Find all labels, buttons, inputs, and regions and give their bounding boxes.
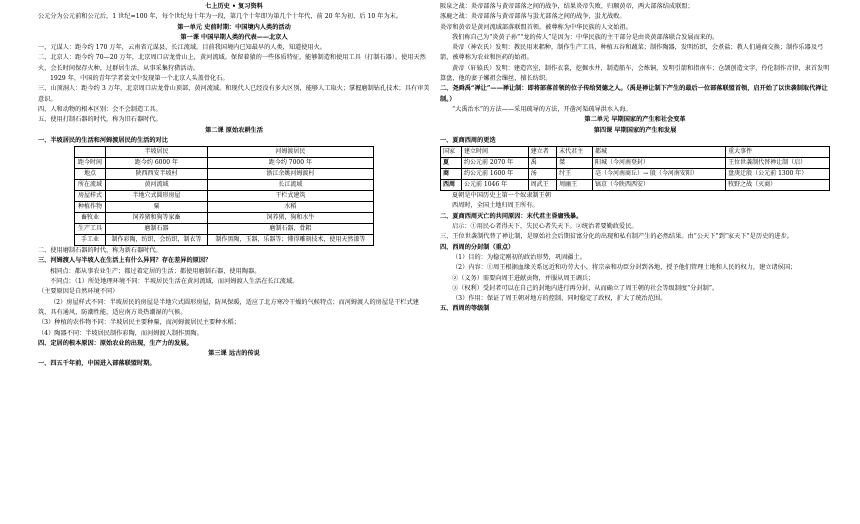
table-cell: 半地穴式圆形房屋: [106, 191, 208, 202]
legend-item: “大禹治水”的方法——采用疏导的方法，开凿河渠疏导洪水入海。: [452, 105, 632, 113]
table-cell: 商: [441, 169, 462, 180]
lesson-2-heading: 第二课 原始农耕生活: [205, 126, 263, 134]
table-cell: 盘庚迁殷（公元前 1300 年）: [726, 169, 830, 180]
lesson-2-item: 三、河姆渡人与半坡人在生活上有什么异同？存在差异的原因？: [38, 257, 212, 265]
dynasty-heading: 一、夏商西周的更迭: [440, 136, 496, 144]
table-cell: 房屋样式: [75, 191, 106, 202]
table-row: [75, 180, 374, 191]
unit-2-heading: 第二单元 早期国家的产生和社会变革: [584, 116, 686, 124]
table-cell: 周武王: [528, 180, 556, 191]
table-cell: 制作黑陶，玉器，乐器等；懂得雕刻技术，使用天然漆等: [207, 235, 373, 246]
table-cell: 西周: [441, 180, 462, 191]
lesson-1-item: 一、元谋人：距今约 170 万年，云南省元谋县，长江流域。目前我国境内已知最早的人类，知道使用火。: [38, 44, 326, 52]
intro-paragraph: 公元分为公元前和公元后，1 世纪=100 年，每个世纪每十年为一段，第几个十年即为第几个十年代，前 20 年为初，后 10 年为末。: [38, 13, 403, 21]
lesson-1-item: 二、北京人：距今约 70—20 万年，北京周口店龙骨山上，黄河流域。保留着猿的一些体质特征，能够制造和使用工具（打制石器）。使用天然火，会长时间保存火种，过群居生活，从事采集狩猎活动。: [38, 54, 426, 72]
table-cell: 制作彩陶，纺织，会纺织，制衣等: [106, 235, 208, 246]
table-cell: 牧野之战（灭商）: [726, 180, 830, 191]
table-cell: 浙江余姚河姆渡村: [207, 169, 373, 180]
table-cell: 粟: [106, 202, 208, 213]
comparison-table: [74, 146, 374, 246]
summary-item: （1）目的：为稳定刚初的政治形势，巩固疆土。: [452, 253, 586, 261]
table-cell: 纣王: [557, 169, 593, 180]
summary-item: （3）作用：保证了周王朝对地方的控制，同时稳定了政权，扩大了统治范围。: [452, 295, 667, 303]
document-title: 七上历史 • 复习资料: [205, 3, 263, 10]
table-cell: 约公元前 1600 年: [462, 169, 529, 180]
table-header-cell: 都城: [592, 147, 725, 158]
lesson-2-item: （2）房屋样式不同：半坡居民的房屋是半地穴式圆形房屋，防风保暖，适应了北方寒冷干燥的气候特点；而河姆渡人的房屋是干栏式建筑，具有通风，防潮性能，适应南方炎热潮湿的气候。: [38, 298, 419, 316]
table-cell: 地点: [75, 169, 106, 180]
right-column: [440, 0, 830, 315]
table-cell: 饲养猪和狗等家畜: [106, 213, 208, 224]
table-header-cell: 半坡居民: [106, 147, 208, 158]
unit-1-heading: 第一单元 史前时期：中国境内人类的活动: [177, 23, 291, 31]
legend-item: 炎帝（神农氏）发明：教民用耒耜种，制作生产工具，种植五谷和蔬菜；制作陶器，发明纺织，会煮盐；教人们通商交换；制作乐器及弓箭，被尊称为农业和医药的始祖。: [440, 44, 824, 62]
table-header-row: [441, 147, 830, 158]
table-cell: 距今时间: [75, 158, 106, 169]
table-row: [75, 169, 374, 180]
summary-item: 夏朝是中国历史上第一个奴隶制王朝: [452, 192, 551, 200]
summary-item: ②（义务）需要向周王进献贡物，并服从周王调兵；: [452, 274, 595, 282]
dynasty-table: [440, 146, 830, 191]
legend-item: 黄帝（轩辕氏）发明：建造宫室，制作衣裳，挖掘水井，制造船车，会炼铜，发明引箭和指南车；仓颉创造文字，伶伦制作音律，隶首发明算盘，他的妻子嫘祖会缫丝，擅长纺织。: [440, 64, 830, 83]
table-row: [441, 158, 830, 169]
summary-item: 三、王位世袭制代替了禅让制，是原始社会后期贫富分化的出现和私有制产生的必然结果。由“公天下”到“家天下”是历史的进步。: [440, 233, 793, 241]
table-row: [75, 158, 374, 169]
table-cell: 禹: [528, 158, 556, 169]
table-header-cell: 建立时间: [462, 147, 529, 158]
table-header-cell: 国家: [441, 147, 462, 158]
lesson-1-item: 1929 年，中国的青年学者裴文中发现第一个北京人头盖骨化石。: [50, 75, 229, 83]
lesson-2-item: 不同点：（1）所处地理环境不同：半坡居民生活在黄河流域，而河姆渡人生活在长江流域。: [50, 278, 299, 286]
table-cell: 所在流域: [75, 180, 106, 191]
lesson-2-item: 二、使用磨制石器的时代，称为新石器时代。: [38, 247, 162, 255]
table-cell: 干栏式建筑: [207, 191, 373, 202]
table-cell: 饲养猪，狗和水牛: [207, 213, 373, 224]
table-cell: 手工业: [75, 235, 106, 246]
table-cell: 长江流域: [207, 180, 373, 191]
table-cell: 黄河流域: [106, 180, 208, 191]
table-cell: 磨制石器: [106, 224, 208, 235]
table-cell: 王位世袭制代替禅让制（启）: [726, 158, 830, 169]
legend-item: 阪泉之战：炎帝部落与黄帝部落之间的战争，结果炎帝失败，归顺黄帝，两大部落结成联盟；: [440, 3, 694, 10]
lesson-2-item: 四、定居的根本原因：原始农业的出现，生产力的发展。: [38, 339, 193, 347]
table-cell: 距今约 7000 年: [207, 158, 373, 169]
table-header-cell: 河姆渡居民: [207, 147, 373, 158]
table-cell: 公元前 1046 年: [462, 180, 529, 191]
lesson-2-item: （4）陶器不同：半坡居民制作彩陶，而河姆渡人制作黑陶。: [38, 329, 203, 337]
table-cell: 距今约 6000 年: [106, 158, 208, 169]
table-cell: 汤: [528, 169, 556, 180]
summary-item: 五、西周的等级制: [440, 305, 490, 313]
table-cell: 镐京（今陕西西安）: [592, 180, 725, 191]
table-cell: 周幽王: [557, 180, 593, 191]
table-cell: 生产工具: [75, 224, 106, 235]
lesson-2-item: 相同点：都从事农业生产；都过着定居的生活；都使用磨制石器，使用陶器。: [50, 267, 261, 275]
lesson-1-heading: 第一课 中国早期人类的代表——北京人: [180, 33, 288, 41]
lesson-4-heading: 第四课 早期国家的产生和发展: [593, 126, 677, 134]
lesson-1-item: 五、使用打制石器的时代，称为旧石器时代。: [38, 116, 162, 124]
table-cell: 水稻: [207, 202, 373, 213]
table-header-cell: 建立者: [528, 147, 556, 158]
table-cell: 约公元前 2070 年: [462, 158, 529, 169]
table-cell: 亳（今河南商丘）→ 殷（今河南安阳）: [592, 169, 725, 180]
summary-item: （2）内容：①周王根据血缘关系远近和功劳大小，将宗亲和功臣分封到各地，授予他们管理土地和人民的权力，建立诸侯国；: [452, 264, 797, 272]
lesson-1-item: 三、山顶洞人：距今约 3 万年，北京周口店龙骨山顶部，黄河流域。和现代人已经没有多大区别，能够人工取火；掌握磨制钻孔技术；具有审美意识。: [38, 85, 430, 103]
lesson-2-item: （3）种植的农作物不同：半坡居民主要种粟，而河姆渡居民主要种水稻；: [38, 319, 240, 327]
legend-item: 我们称自己为“炎黄子孙”“龙的传人”是因为：中华民族的主干部分是由炎黄部落联合发展而来的。: [452, 33, 719, 41]
table-header-row: [75, 147, 374, 158]
summary-item: 西周时，全国土地归周王所有。: [452, 202, 539, 210]
table-row: [75, 191, 374, 202]
table-row: [441, 180, 830, 191]
comparison-heading: 一、半坡居民的生活和河姆渡居民的生活的对比: [38, 136, 168, 144]
left-column: [38, 0, 430, 370]
table-header-cell: 重大事件: [726, 147, 830, 158]
table-cell: 桀: [557, 158, 593, 169]
legend-item: 二、尧舜禹“禅让”——禅让制：即将部落首领的位子传给贤德之人。（禹是禅让制下产生的最后一位部落联盟首领，启开始了以世袭制取代禅让制。）: [440, 85, 828, 103]
lesson-3-item: 一、四五千年前，中国进入部落联盟时期。: [38, 360, 156, 368]
summary-item: 二、夏商西周灭亡的共同原因：末代君主昏庸残暴。: [440, 212, 583, 220]
table-row: [75, 202, 374, 213]
table-cell: 畜牧业: [75, 213, 106, 224]
summary-item: 四、西周的分封制（重点）: [440, 243, 515, 251]
lesson-3-heading: 第三课 远古的传说: [208, 350, 260, 358]
table-cell: 陕西西安半坡村: [106, 169, 208, 180]
legend-item: 炎帝和黄帝是黄河流域部落联盟首领，被尊称为中华民族的人文始祖。: [440, 23, 632, 31]
legend-item: 涿鹿之战：炎帝部落与黄帝部落与蚩尤部落之间的战争，蚩尤战败。: [440, 13, 626, 21]
table-row: [75, 224, 374, 235]
table-cell: 磨制石器，骨耜: [207, 224, 373, 235]
table-row: [441, 169, 830, 180]
table-row: [75, 213, 374, 224]
summary-item: ③（权利）受封者可以在自己的封地内进行再分封，从而确立了周王朝的社会等级制度“分封制”。: [452, 284, 719, 292]
lesson-1-item: 四、人和动物的根本区别：会不会制造工具。: [38, 105, 162, 113]
table-cell: 夏: [441, 158, 462, 169]
table-cell: 种植作物: [75, 202, 106, 213]
table-cell: 阳城（今河南登封）: [592, 158, 725, 169]
table-header-cell: [75, 147, 106, 158]
table-header-cell: 末代君主: [557, 147, 593, 158]
table-row: [75, 235, 374, 246]
summary-item: 启示：①用民心者得天下，失民心者失天下。②统治者要勤政爱民。: [452, 223, 638, 231]
lesson-2-item: （主要原因是自然环境不同）: [38, 288, 119, 296]
